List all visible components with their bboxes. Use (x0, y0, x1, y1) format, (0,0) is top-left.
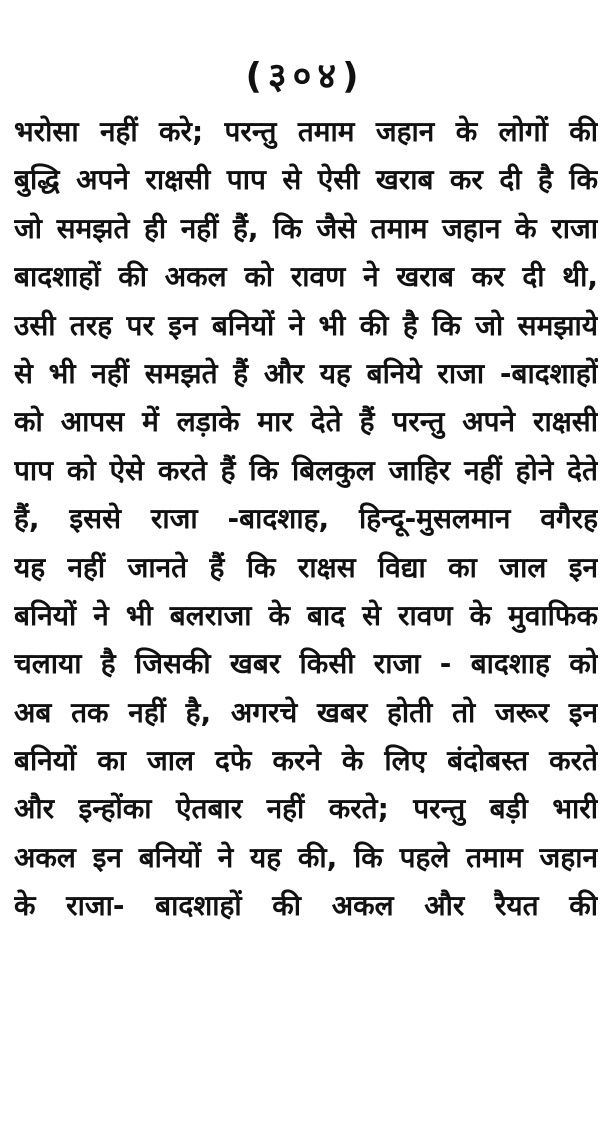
text-line: अकल इन बनियों ने यह की, कि पहले तमाम जहान (14, 840, 598, 874)
text-line: बनियों का जाल दफे करने के लिए बंदोबस्त करते (14, 744, 598, 778)
text-line: हैं, इससे राजा -बादशाह, हिन्दू-मुसलमान वगैरह (14, 502, 598, 536)
page-number: (३०४) (245, 56, 365, 97)
body-text (14, 108, 598, 931)
text-line: बनियों ने भी बलराजा के बाद से रावण के मुवाफिक (14, 598, 598, 632)
text-line: अब तक नहीं है, अगरचे खबर होती तो जरूर इन (14, 695, 598, 729)
text-line: यह नहीं जानते हैं कि राक्षस विद्या का जाल इन (14, 550, 598, 584)
text-line: भरोसा नहीं करे; परन्तु तमाम जहान के लोगों की (14, 115, 598, 148)
text-line: को आपस में लड़ाके मार देते हैं परन्तु अपने राक्षसी (14, 405, 598, 439)
text-line: जो समझते ही नहीं हैं, कि जैसे तमाम जहान के राजा (14, 211, 598, 245)
text-line: और इन्होंका ऐतबार नहीं करते; परन्तु बड़ी भारी (14, 792, 598, 826)
text-line: बादशाहों की अकल को रावण ने खराब कर दी थी, (14, 260, 598, 294)
text-line: से भी नहीं समझते हैं और यह बनिये राजा -बादशाहों (14, 356, 598, 390)
text-line: बुद्धि अपने राक्षसी पाप से ऐसी खराब कर दी है कि (14, 163, 598, 197)
text-line: चलाया है जिसकी खबर किसी राजा - बादशाह को (14, 647, 598, 681)
text-line: उसी तरह पर इन बनियों ने भी की है कि जो समझाये (14, 308, 598, 342)
text-line: पाप को ऐसे करते हैं कि बिलकुल जाहिर नहीं होने देते (14, 453, 598, 487)
text-line: के राजा- बादशाहों की अकल और रैयत की (14, 889, 598, 923)
